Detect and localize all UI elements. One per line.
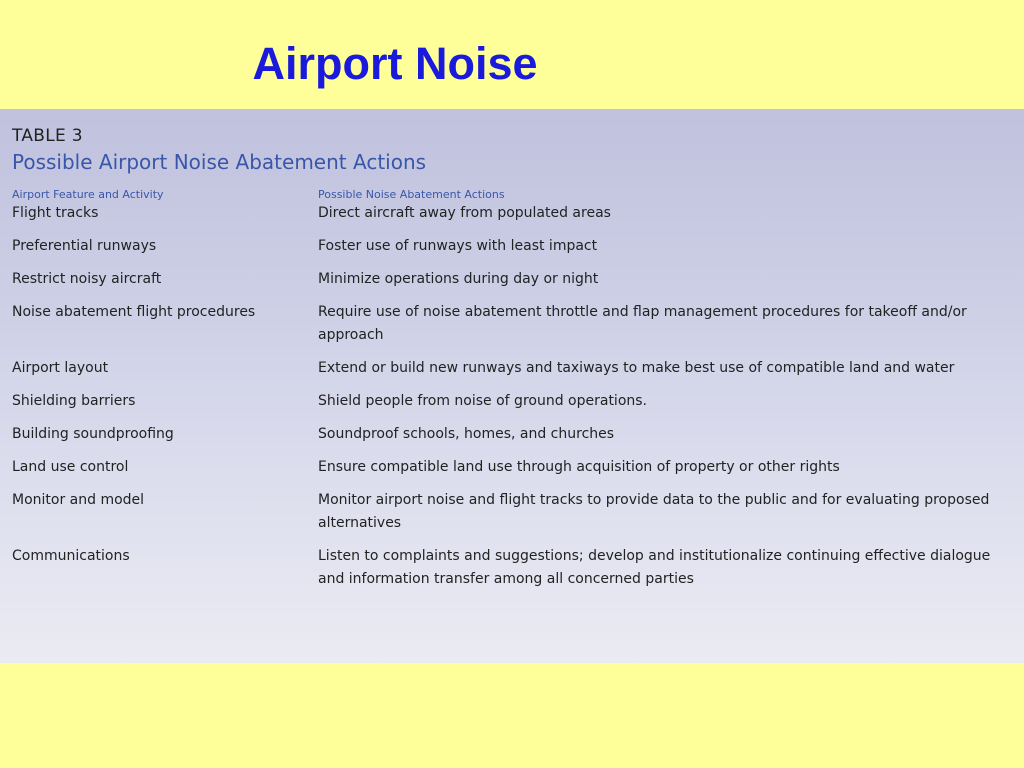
table-row xyxy=(12,390,1012,413)
table-row xyxy=(12,423,1012,446)
action-cell: Shield people from noise of ground operations. xyxy=(318,393,647,409)
table-row xyxy=(12,235,1012,258)
table-body xyxy=(12,202,1012,591)
table-row xyxy=(12,301,1012,347)
table-row xyxy=(12,268,1012,291)
table-label: TABLE 3 xyxy=(12,126,83,146)
slide-title: Airport Noise xyxy=(252,38,538,89)
feature-cell: Airport layout xyxy=(12,360,109,376)
table-row xyxy=(12,202,1012,225)
column-header-feature: Airport Feature and Activity xyxy=(12,188,164,201)
action-cell: Extend or build new runways and taxiways to make best use of compatible land and water xyxy=(318,360,955,376)
feature-cell: Noise abatement flight procedures xyxy=(12,304,256,320)
action-cell: Soundproof schools, homes, and churches xyxy=(318,426,615,442)
action-cell: Direct aircraft away from populated areas xyxy=(318,205,611,221)
table-heading: Possible Airport Noise Abatement Actions xyxy=(12,150,427,174)
table-row xyxy=(12,489,1012,535)
noise-abatement-table xyxy=(0,109,1024,663)
feature-cell: Monitor and model xyxy=(12,492,145,508)
feature-cell: Building soundproofing xyxy=(12,426,174,442)
action-cell: Foster use of runways with least impact xyxy=(318,238,598,254)
action-cell: Monitor airport noise and flight tracks to provide data to the public and for evaluating proposed alternatives xyxy=(318,492,990,531)
feature-cell: Shielding barriers xyxy=(12,393,136,409)
action-cell: Ensure compatible land use through acquisition of property or other rights xyxy=(318,459,840,475)
feature-cell: Flight tracks xyxy=(12,205,99,221)
column-header-actions: Possible Noise Abatement Actions xyxy=(318,188,505,201)
table-header-row xyxy=(12,189,1012,201)
action-cell: Minimize operations during day or night xyxy=(318,271,599,287)
table-row xyxy=(12,456,1012,479)
action-cell: Require use of noise abatement throttle and flap management procedures for takeoff and/or approach xyxy=(318,304,967,343)
feature-cell: Land use control xyxy=(12,459,129,475)
feature-cell: Preferential runways xyxy=(12,238,157,254)
feature-cell: Restrict noisy aircraft xyxy=(12,271,162,287)
table-row xyxy=(12,545,1012,591)
action-cell: Listen to complaints and suggestions; develop and institutionalize continuing effective dialogue and information transfer among all concerned parties xyxy=(318,548,991,587)
feature-cell: Communications xyxy=(12,548,130,564)
table-row xyxy=(12,357,1012,380)
